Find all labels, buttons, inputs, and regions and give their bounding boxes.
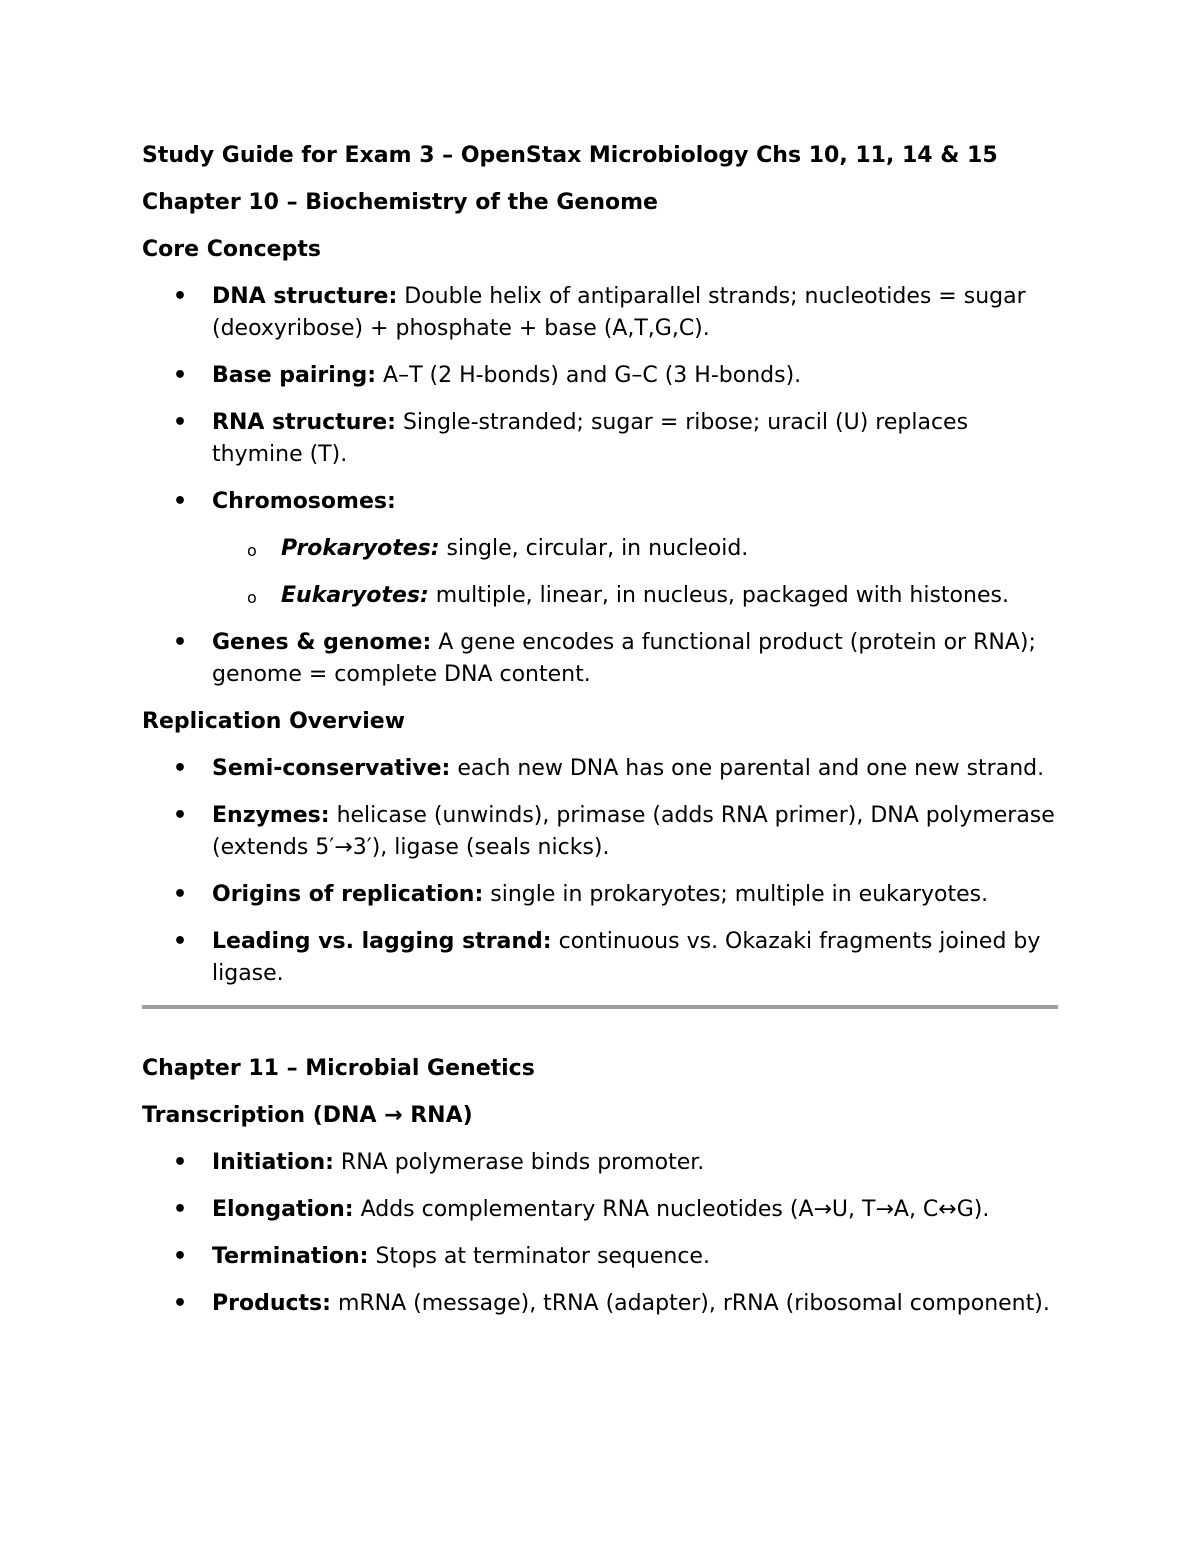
list-item — [142, 486, 1058, 612]
list-item — [142, 1288, 1058, 1320]
item-text: Double helix of antiparallel strands; nucleotides = sugar (deoxyribose) + phosphate + base (A,T,G,C). — [212, 284, 1026, 341]
document-title: Study Guide for Exam 3 – OpenStax Microbiology Chs 10, 11, 14 & 15 — [142, 143, 998, 168]
chapter-10-heading: Chapter 10 – Biochemistry of the Genome — [142, 190, 658, 215]
bullet-icon: • — [173, 410, 188, 435]
list-item — [142, 281, 1058, 345]
bullet-icon: • — [173, 284, 188, 309]
circle-bullet-icon: o — [247, 541, 257, 560]
bullet-icon: • — [173, 489, 188, 514]
bullet-icon: • — [173, 630, 188, 655]
transcription-heading: Transcription (DNA → RNA) — [142, 1103, 473, 1128]
sub-item-term: Prokaryotes: — [281, 536, 440, 561]
sub-list-item — [142, 580, 1058, 612]
list-item — [142, 1241, 1058, 1273]
item-text: each new DNA has one parental and one new strand. — [450, 756, 1045, 781]
bullet-icon: • — [173, 1291, 188, 1316]
item-text: helicase (unwinds), primase (adds RNA primer), DNA polymerase (extends 5′→3′), ligase (seals nicks). — [212, 803, 1055, 860]
item-term: Base pairing: — [212, 363, 377, 388]
item-term: Origins of replication: — [212, 882, 484, 907]
list-item — [142, 407, 1058, 471]
item-text: Stops at terminator sequence. — [368, 1244, 710, 1269]
sub-item-term: Eukaryotes: — [281, 583, 429, 608]
item-text: mRNA (message), tRNA (adapter), rRNA (ribosomal component). — [330, 1291, 1050, 1316]
sub-item-text: single, circular, in nucleoid. — [439, 536, 749, 561]
list-item — [142, 753, 1058, 785]
list-item — [142, 879, 1058, 911]
sub-item-text: multiple, linear, in nucleus, packaged with histones. — [428, 583, 1009, 608]
bullet-icon: • — [173, 882, 188, 907]
bullet-icon: • — [173, 756, 188, 781]
document-body — [142, 140, 1058, 1335]
item-text: A–T (2 H-bonds) and G–C (3 H-bonds). — [376, 363, 802, 388]
bullet-icon: • — [173, 1244, 188, 1269]
item-text: single in prokaryotes; multiple in eukaryotes. — [483, 882, 989, 907]
list-item — [142, 627, 1058, 691]
item-term: Enzymes: — [212, 803, 330, 828]
chapter-11-heading: Chapter 11 – Microbial Genetics — [142, 1056, 535, 1081]
item-term: Products: — [212, 1291, 331, 1316]
item-term: Elongation: — [212, 1197, 354, 1222]
replication-list — [142, 753, 1058, 990]
bullet-icon: • — [173, 1197, 188, 1222]
item-text: A gene encodes a functional product (protein or RNA); genome = complete DNA content. — [212, 630, 1036, 687]
list-item — [142, 1194, 1058, 1226]
transcription-list — [142, 1147, 1058, 1320]
item-term: DNA structure: — [212, 284, 398, 309]
chromosomes-sublist — [212, 533, 1058, 612]
item-text: Adds complementary RNA nucleotides (A→U, T→A, C↔G). — [353, 1197, 990, 1222]
item-text: RNA polymerase binds promoter. — [333, 1150, 705, 1175]
replication-overview-heading: Replication Overview — [142, 709, 406, 734]
sub-list-item — [142, 533, 1058, 565]
bullet-icon: • — [173, 929, 188, 954]
item-term: Genes & genome: — [212, 630, 432, 655]
bullet-icon: • — [173, 1150, 188, 1175]
bullet-icon: • — [173, 803, 188, 828]
core-concepts-heading: Core Concepts — [142, 237, 321, 262]
bullet-icon: • — [173, 363, 188, 388]
item-term: Leading vs. lagging strand: — [212, 929, 552, 954]
core-concepts-list — [142, 281, 1058, 691]
item-term: Initiation: — [212, 1150, 334, 1175]
circle-bullet-icon: o — [247, 588, 257, 607]
item-term: Semi-conservative: — [212, 756, 451, 781]
item-text: Single-stranded; sugar = ribose; uracil (U) replaces thymine (T). — [212, 410, 969, 467]
item-term: RNA structure: — [212, 410, 396, 435]
item-term: Chromosomes: — [212, 489, 396, 514]
list-item — [142, 800, 1058, 864]
item-term: Termination: — [212, 1244, 369, 1269]
list-item — [142, 360, 1058, 392]
item-text: continuous vs. Okazaki fragments joined by ligase. — [212, 929, 1041, 986]
list-item — [142, 1147, 1058, 1179]
list-item — [142, 926, 1058, 990]
section-divider — [142, 1005, 1058, 1009]
